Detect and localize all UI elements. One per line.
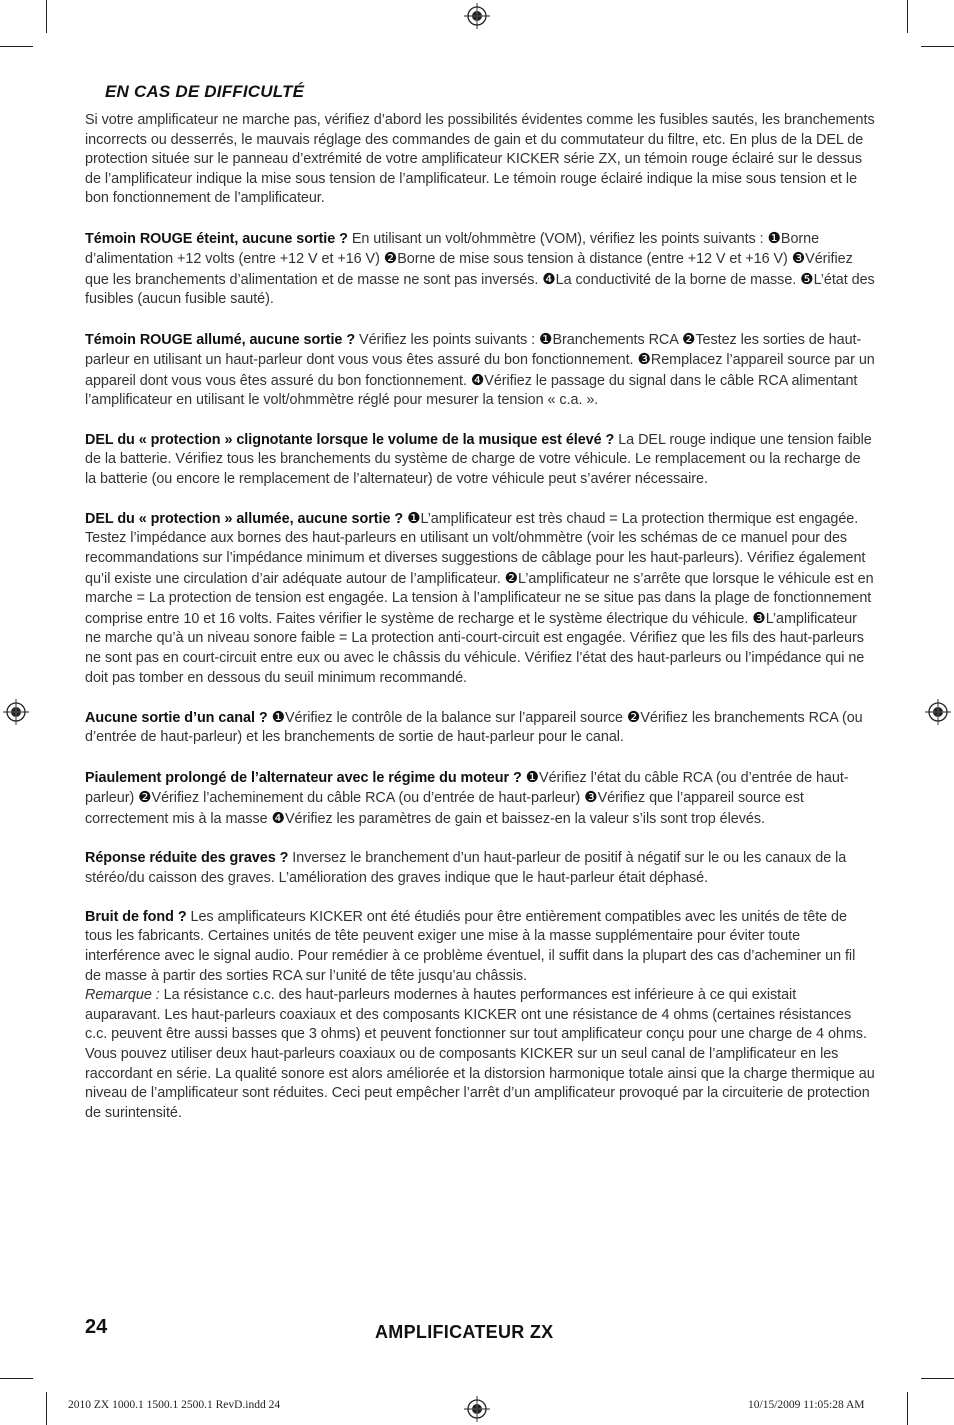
question: Piaulement prolongé de l’alternateur avec le régime du moteur ? — [85, 769, 522, 786]
registration-mark-icon — [464, 1396, 490, 1422]
question: Réponse réduite des graves ? — [85, 849, 289, 866]
crop-mark — [0, 46, 33, 47]
registration-mark-icon — [3, 699, 29, 725]
registration-mark-icon — [925, 699, 951, 725]
step-number: ❷ — [383, 249, 398, 268]
crop-mark — [907, 1392, 908, 1425]
troubleshoot-del-blinking — [85, 431, 875, 490]
step-text: Vérifiez le passage du signal dans le câble RCA alimentant l’amplificateur en utilisant le volt/ohmmètre réglé pour mesurer la tension « c.a. ». — [85, 372, 858, 409]
step-number: ❶ — [271, 707, 285, 726]
step-number: ❸ — [637, 350, 651, 369]
step-text: Borne d’alimentation +12 volts (entre +12 V et +16 V) — [85, 230, 820, 268]
step-text: Testez les sorties de haut-parleur en utilisant un haut-parleur dont vous vous êtes assuré du bon fonctionnement. — [85, 331, 862, 369]
answer-text: Les amplificateurs KICKER ont été étudiés pour être entièrement compatibles avec les unités de tête de tous les fabricants. Certaines unités de tête peuvent exiger une mise à la masse supplémentaire pour éviter toute interférence avec le signal audio. Pour remédier à ce problème éventuel, il suffit dans la plupart des cas d’acheminer un fil de masse à partir des sorties RCA sur l’unité de tête jusqu’au châssis. — [85, 908, 856, 984]
step-text: Vérifiez les paramètres de gain et baissez-en la valeur s’ils sont trop élevés. — [284, 810, 765, 827]
step-text: La conductivité de la borne de masse. — [555, 271, 801, 288]
step-number: ❷ — [504, 568, 519, 587]
crop-mark — [907, 0, 908, 33]
crop-mark — [46, 1392, 47, 1425]
crop-mark — [921, 1378, 954, 1379]
step-text: Remplacez l’appareil source par un appareil dont vous vous êtes assuré du bon fonctionnement. — [85, 352, 875, 389]
step-number: ❷ — [626, 707, 641, 726]
question: Bruit de fond ? — [85, 908, 187, 925]
step-number: ❶ — [525, 767, 540, 786]
step-text: Vérifiez que l’appareil source est correctement mis à la masse — [85, 790, 804, 827]
step-number: ❸ — [584, 788, 598, 807]
step-text: Vérifiez l’acheminement du câble RCA (ou d’entrée de haut-parleur) — [151, 790, 585, 807]
answer-lead: Inversez le branchement d’un haut-parleur de positif à négatif sur le ou les canaux de la stéréo/du caisson des graves. L’amélioration des graves indique que le haut-parleur était déphasé. — [85, 849, 847, 886]
question: Aucune sortie d’un canal ? — [85, 709, 268, 726]
footer-product-title: AMPLIFICATEUR ZX — [375, 1322, 554, 1342]
step-text: Vérifiez l’état du câble RCA (ou d’entrée de haut-parleur) — [85, 769, 849, 807]
step-number: ❹ — [271, 808, 285, 827]
question: Témoin ROUGE allumé, aucune sortie ? — [85, 331, 356, 348]
remark-label: Remarque : — [85, 987, 160, 1004]
question: DEL du « protection » allumée, aucune sortie ? — [85, 510, 404, 527]
answer-lead: Vérifiez les points suivants : — [355, 331, 540, 348]
troubleshoot-del-on — [85, 509, 875, 688]
remark-text: La résistance c.c. des haut-parleurs modernes à hautes performances est inférieure à ce qui existait auparavant. Les haut-parleurs coaxiaux et des composants KICKER ont une résistance de 4 ohms (certaines résistances c.c. peuvent être aussi basses que 3 ohms) et peuvent fonctionner sur tout amplificateur conçu pour une charge de 4 ohms. Vous pouvez utiliser deux haut-parleurs coaxiaux ou de composants KICKER sur un seul canal de l’amplificateur en les raccordant en série. La qualité sonore est alors améliorée et la distorsion harmonique totale ainsi que la charge thermique au niveau de l’amplificateur sont réduites. Ceci peut empêcher l’arrêt d’un amplificateur provoqué par la circuiterie de protection de surintensité. — [85, 987, 875, 1121]
print-slug-file: 2010 ZX 1000.1 1500.1 2500.1 RevD.indd 24 — [68, 1399, 281, 1411]
step-text: L’amplificateur ne marche qu’à un niveau sonore faible = La protection anti-court-circuit est engagée. Vérifiez que les fils des haut-parleurs ne sont pas en court-circuit entre eux ou avec le châssis du véhicule. Vérifiez l’état des haut-parleurs ou l’impédance qui ne doit pas tomber en dessous du seuil minimum recommandé. — [85, 610, 865, 686]
step-text: Vérifiez que les branchements d’alimentation et de masse ne sont pas inversés. — [85, 251, 853, 288]
intro-paragraph: Si votre amplificateur ne marche pas, vérifiez d’abord les possibilités évidentes comme les fusibles sautés, les branchements incorrects ou desserrés, le mauvais réglage des commandes de gain et du commutateur du filtre, etc. En plus de la DEL de protection située sur le panneau d’extrémité de votre amplificateur KICKER série ZX, un témoin rouge éclairé sur le dessus de l’amplificateur indique la mise sous tension de l’amplificateur. Le témoin rouge éclairé indique la mise sous tension et le bon fonctionnement de l’amplificateur. — [85, 112, 875, 207]
step-text: Vérifiez le contrôle de la balance sur l’appareil source — [284, 709, 627, 726]
answer-lead: La DEL rouge indique une tension faible de la batterie. Vérifiez tous les branchements du système de charge de votre véhicule. Le remplacement ou la recharge de la batterie (ou encore le remplacement de l’alternateur) de votre véhicule peut s’avérer nécessaire. — [85, 431, 872, 487]
question: Témoin ROUGE éteint, aucune sortie ? — [85, 230, 348, 247]
troubleshoot-reduced-bass — [85, 849, 875, 888]
step-number: ❹ — [470, 370, 485, 389]
troubleshoot-background-noise — [85, 908, 875, 1124]
crop-mark — [921, 46, 954, 47]
troubleshoot-red-on — [85, 330, 875, 411]
step-text: Branchements RCA — [552, 331, 682, 348]
step-text: L’amplificateur ne s’arrête que lorsque le véhicule est en marche = La protection de tension est engagée. La tension à l’amplificateur ne se situe pas dans la plage de fonctionnement comprise entre 10 et 16 volts. Faites vérifier le système de recharge et le système électrique du véhicule. — [85, 570, 874, 627]
step-number: ❹ — [542, 269, 556, 288]
crop-mark — [0, 1378, 33, 1379]
step-number: ❸ — [791, 249, 806, 268]
answer-lead: En utilisant un volt/ohmmètre (VOM), vérifiez les points suivants : — [347, 230, 768, 247]
step-text: Borne de mise sous tension à distance (entre +12 V et +16 V) — [397, 251, 792, 268]
step-text: L’état des fusibles (aucun fusible sauté). — [85, 271, 875, 308]
section-heading: EN CAS DE DIFFICULTÉ — [105, 82, 305, 101]
troubleshoot-red-off — [85, 229, 875, 310]
step-number: ❺ — [800, 269, 814, 288]
crop-mark — [46, 0, 47, 33]
troubleshoot-no-channel — [85, 708, 875, 748]
step-number: ❷ — [138, 788, 152, 807]
step-text: L’amplificateur est très chaud = La protection thermique est engagée. Testez l’impédance aux bornes des haut-parleurs en utilisant un volt/ohmmètre (voir les schémas de ce manuel pour des recommandations sur l’impédance minimum et diverses suggestions de câblage pour les haut-parleurs). Vérifiez également qu’il existe une circulation d’air adéquate autour de l’amplificateur. — [85, 510, 866, 587]
step-number: ❶ — [539, 329, 553, 348]
page-content — [85, 82, 875, 1123]
troubleshoot-alternator-whine — [85, 768, 875, 830]
step-number: ❸ — [752, 608, 766, 627]
print-slug-date: 10/15/2009 11:05:28 AM — [748, 1399, 865, 1411]
registration-mark-icon — [464, 3, 490, 29]
step-number: ❶ — [407, 508, 421, 527]
step-number: ❶ — [767, 228, 781, 247]
step-text: Vérifiez les branchements RCA (ou d’entrée de haut-parleur) et les branchements de sortie de haut-parleur pour le canal. — [85, 709, 863, 746]
question: DEL du « protection » clignotante lorsque le volume de la musique est élevé ? — [85, 431, 615, 448]
page-number: 24 — [85, 1316, 108, 1338]
step-number: ❷ — [681, 329, 696, 348]
